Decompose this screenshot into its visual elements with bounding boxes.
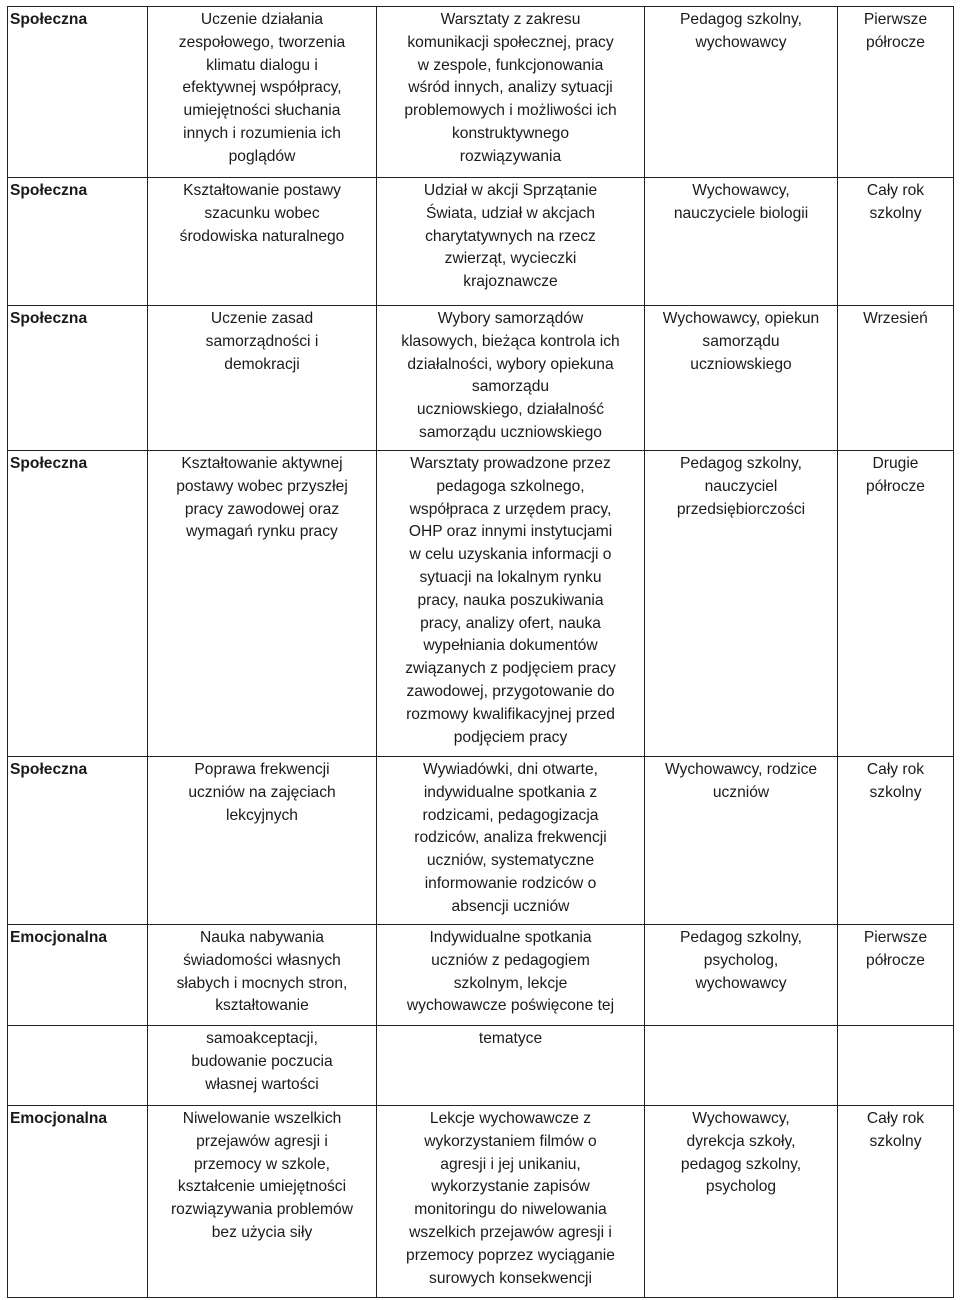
- actions-line: pracy, nauka poszukiwania: [417, 591, 604, 609]
- actions-line: Wybory samorządów: [437, 310, 584, 327]
- actions-line: szkolnym, lekcje: [453, 974, 568, 992]
- education-plan-table: [7, 6, 954, 1298]
- actions-line: podjęciem pracy: [453, 728, 568, 746]
- deadline-line: Drugie: [872, 455, 919, 472]
- task-line: uczniów na zajęciach: [188, 783, 336, 801]
- task-line: Kształtowanie aktywnej: [181, 455, 343, 472]
- responsible-cell: [645, 757, 838, 925]
- actions-line: wykorzystanie zapisów: [431, 1178, 590, 1196]
- actions-line: Udział w akcji Sprzątanie: [423, 182, 598, 199]
- task-line: samorządności i: [205, 332, 319, 350]
- actions-line: charytatywnych na rzecz: [425, 227, 596, 245]
- task-line: bez użycia siły: [211, 1223, 313, 1241]
- deadline-line: półrocze: [866, 33, 925, 51]
- actions-line: monitoringu do niwelowania: [414, 1201, 607, 1219]
- task-line: samoakceptacji,: [206, 1030, 318, 1047]
- task-line: Uczenie działania: [200, 11, 324, 28]
- table-row: [8, 451, 954, 757]
- actions-line: uczniów, systematyczne: [426, 852, 595, 870]
- task-cell: [148, 7, 377, 178]
- responsible-line: nauczyciel: [704, 477, 778, 495]
- task-line: świadomości własnych: [183, 951, 341, 969]
- task-line: szacunku wobec: [204, 204, 320, 222]
- deadline-cell: [838, 1106, 954, 1298]
- task-line: przemocy w szkole,: [193, 1155, 331, 1173]
- task-line: umiejętności słuchania: [183, 102, 341, 120]
- actions-line: zawodowej, przygotowanie do: [406, 682, 615, 700]
- sphere-cell: Społeczna: [8, 757, 148, 925]
- actions-line: przemocy poprzez wyciąganie: [406, 1246, 615, 1264]
- task-cell: [148, 757, 377, 925]
- task-line: lekcyjnych: [226, 806, 298, 824]
- task-cell: [148, 1106, 377, 1298]
- actions-line: uczniowskiego, działalność: [416, 401, 605, 419]
- deadline-line: Pierwsze: [863, 929, 928, 946]
- responsible-line: uczniowskiego: [690, 355, 792, 373]
- actions-line: indywidualne spotkania z: [423, 783, 598, 801]
- task-line: kształcenie umiejętności: [177, 1178, 347, 1196]
- actions-line: samorządu: [471, 378, 550, 396]
- deadline-line: szkolny: [869, 783, 922, 801]
- actions-line: wypełniania dokumentów: [423, 637, 598, 655]
- actions-cell: [377, 178, 645, 306]
- deadline-cell: [838, 1026, 954, 1106]
- actions-line: absencji uczniów: [451, 897, 570, 915]
- responsible-line: wychowawcy: [695, 974, 787, 992]
- responsible-line: nauczyciele biologii: [673, 204, 809, 222]
- deadline-line: Cały rok: [866, 182, 925, 199]
- task-cell: [148, 178, 377, 306]
- task-cell: [148, 1026, 377, 1106]
- sphere-cell: Społeczna: [8, 7, 148, 178]
- task-line: Nauka nabywania: [200, 929, 324, 946]
- deadline-cell: [838, 451, 954, 757]
- responsible-line: przedsiębiorczości: [676, 500, 806, 518]
- deadline-cell: [838, 7, 954, 178]
- actions-line: wśród innych, analizy sytuacji: [408, 79, 613, 97]
- actions-line: Wywiadówki, dni otwarte,: [423, 761, 598, 778]
- actions-cell: [377, 1106, 645, 1298]
- deadline-line: szkolny: [869, 1132, 922, 1150]
- sphere-cell: Emocjonalna: [8, 925, 148, 1026]
- actions-line: konstruktywnego: [451, 124, 569, 142]
- deadline-cell: [838, 925, 954, 1026]
- responsible-cell: [645, 1106, 838, 1298]
- actions-cell: [377, 925, 645, 1026]
- actions-line: w celu uzyskania informacji o: [409, 546, 612, 564]
- actions-cell: [377, 451, 645, 757]
- actions-line: zwierząt, wycieczki: [444, 250, 577, 268]
- actions-line: samorządu uczniowskiego: [419, 423, 602, 441]
- responsible-cell: [645, 7, 838, 178]
- actions-line: sytuacji na lokalnym rynku: [419, 568, 602, 586]
- task-line: innych i rozumienia ich: [183, 124, 341, 142]
- responsible-line: Pedagog szkolny,: [680, 11, 802, 28]
- table-row: [8, 306, 954, 451]
- task-line: pracy zawodowej oraz: [184, 500, 340, 518]
- task-line: Uczenie zasad: [210, 310, 314, 327]
- actions-cell: [377, 7, 645, 178]
- actions-cell: [377, 1026, 645, 1106]
- actions-line: uczniów z pedagogiem: [431, 951, 590, 969]
- table-row: [8, 925, 954, 1026]
- task-line: efektywnej współpracy,: [182, 79, 342, 97]
- actions-line: tematyce: [478, 1030, 543, 1047]
- responsible-line: Pedagog szkolny,: [680, 455, 802, 472]
- actions-cell: [377, 757, 645, 925]
- table-row: [8, 1106, 954, 1298]
- actions-line: Warsztaty z zakresu: [440, 11, 581, 28]
- actions-line: współpraca z urzędem pracy,: [409, 500, 612, 518]
- deadline-cell: [838, 178, 954, 306]
- deadline-line: Pierwsze: [863, 11, 928, 28]
- sphere-cell: Emocjonalna: [8, 1106, 148, 1298]
- actions-line: klasowych, bieżąca kontrola ich: [401, 332, 620, 350]
- actions-line: Lekcje wychowawcze z: [429, 1110, 592, 1127]
- responsible-line: pedagog szkolny,: [680, 1155, 802, 1173]
- actions-line: pedagoga szkolnego,: [436, 477, 585, 495]
- task-line: zespołowego, tworzenia: [178, 33, 346, 51]
- deadline-line: Wrzesień: [863, 310, 928, 327]
- responsible-line: Pedagog szkolny,: [680, 929, 802, 946]
- actions-line: problemowych i możliwości ich: [404, 102, 617, 120]
- responsible-line: Wychowawcy, opiekun: [662, 310, 820, 327]
- sphere-cell: [8, 1026, 148, 1106]
- sphere-cell: Społeczna: [8, 178, 148, 306]
- task-cell: [148, 925, 377, 1026]
- task-line: wymagań rynku pracy: [186, 523, 338, 541]
- task-line: Kształtowanie postawy: [183, 182, 341, 199]
- task-cell: [148, 306, 377, 451]
- deadline-line: szkolny: [869, 204, 922, 222]
- actions-line: surowych konsekwencji: [429, 1269, 592, 1287]
- actions-line: informowanie rodziców o: [424, 874, 597, 892]
- actions-line: wszelkich przejawów agresji i: [409, 1223, 612, 1241]
- actions-line: agresji i jej unikaniu,: [440, 1155, 581, 1173]
- task-line: przejawów agresji i: [196, 1132, 328, 1150]
- responsible-line: psycholog: [705, 1178, 777, 1196]
- responsible-cell: [645, 925, 838, 1026]
- task-line: środowiska naturalnego: [179, 227, 345, 245]
- actions-line: w zespole, funkcjonowania: [417, 56, 604, 74]
- task-line: Niwelowanie wszelkich: [182, 1110, 342, 1127]
- task-cell: [148, 451, 377, 757]
- task-line: postawy wobec przyszłej: [176, 477, 348, 495]
- responsible-cell: [645, 1026, 838, 1106]
- responsible-line: psycholog,: [703, 951, 779, 969]
- responsible-cell: [645, 178, 838, 306]
- responsible-line: wychowawcy: [695, 33, 787, 51]
- actions-cell: [377, 306, 645, 451]
- responsible-line: dyrekcja szkoły,: [686, 1132, 796, 1150]
- deadline-line: Cały rok: [866, 761, 925, 778]
- actions-line: działalności, wybory opiekuna: [407, 355, 614, 373]
- sphere-cell: Społeczna: [8, 306, 148, 451]
- task-line: demokracji: [224, 355, 300, 373]
- task-line: własnej wartości: [205, 1075, 319, 1093]
- actions-line: związanych z podjęciem pracy: [405, 660, 616, 678]
- task-line: Poprawa frekwencji: [194, 761, 330, 778]
- responsible-line: Wychowawcy,: [692, 182, 790, 199]
- deadline-cell: [838, 757, 954, 925]
- actions-line: Indywidualne spotkania: [429, 929, 592, 946]
- table-row: [8, 7, 954, 178]
- responsible-cell: [645, 306, 838, 451]
- task-line: rozwiązywania problemów: [170, 1201, 353, 1219]
- task-line: kształtowanie: [215, 997, 309, 1015]
- actions-line: rodzicami, pedagogizacja: [422, 806, 599, 824]
- responsible-line: uczniów: [712, 783, 770, 801]
- actions-line: OHP oraz innymi instytucjami: [408, 523, 613, 541]
- task-line: klimatu dialogu i: [206, 56, 318, 74]
- deadline-line: półrocze: [866, 951, 925, 969]
- table-row: [8, 1026, 954, 1106]
- responsible-line: Wychowawcy,: [692, 1110, 790, 1127]
- responsible-cell: [645, 451, 838, 757]
- table-row: [8, 757, 954, 925]
- deadline-line: Cały rok: [866, 1110, 925, 1127]
- table-row: [8, 178, 954, 306]
- actions-line: Świata, udział w akcjach: [425, 204, 595, 222]
- task-line: poglądów: [228, 147, 296, 165]
- actions-line: pracy, analizy ofert, nauka: [420, 614, 601, 632]
- actions-line: rodziców, analiza frekwencji: [414, 829, 607, 847]
- actions-line: krajoznawcze: [463, 273, 558, 291]
- actions-line: wykorzystaniem filmów o: [424, 1132, 597, 1150]
- task-line: słabych i mocnych stron,: [176, 974, 348, 992]
- deadline-cell: [838, 306, 954, 451]
- actions-line: rozmowy kwalifikacyjnej przed: [406, 705, 615, 723]
- task-line: budowanie poczucia: [191, 1052, 333, 1070]
- actions-line: Warsztaty prowadzone przez: [410, 455, 611, 472]
- table-body: [8, 7, 954, 1298]
- actions-line: komunikacji społecznej, pracy: [407, 33, 614, 51]
- deadline-line: półrocze: [866, 477, 925, 495]
- sphere-cell: Społeczna: [8, 451, 148, 757]
- actions-line: wychowawcze poświęcone tej: [406, 997, 615, 1015]
- responsible-line: samorządu: [702, 332, 780, 350]
- actions-line: rozwiązywania: [459, 147, 562, 165]
- responsible-line: Wychowawcy, rodzice: [664, 761, 818, 778]
